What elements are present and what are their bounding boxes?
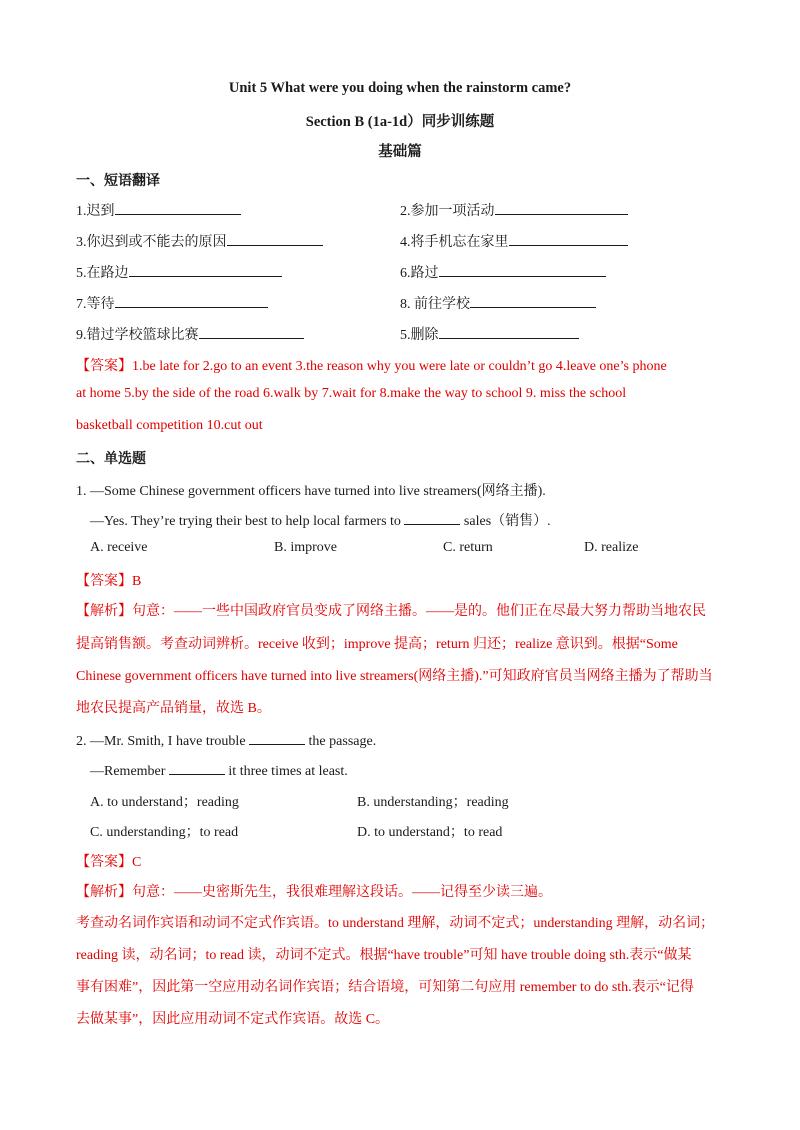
analysis-line: 考查动名词作宾语和动词不定式作宾语。to understand 理解，动词不定式；understanding 理解，动名词； (76, 916, 715, 931)
analysis-line: 提高销售额。考查动词辨析。receive 收到；improve 提高；return 归还；realize 意识到。根据“Some (76, 637, 678, 652)
answer-blank (470, 294, 596, 308)
analysis-line: reading 读，动名词；to read 读，动词不定式。根据“have trouble”可知 have trouble doing sth.表示“做某 (76, 948, 692, 963)
analysis-line: 【解析】句意：——一些中国政府官员变成了网络主播。——是的。他们正在尽最大努力帮助当地农民 (76, 604, 706, 619)
analysis-line: 去做某事”，因此应用动词不定式作宾语。故选 C。 (76, 1012, 390, 1027)
question-2-line: —Remember it three times at least. (90, 761, 348, 780)
answer-blank (509, 232, 628, 246)
answer-blank (115, 294, 268, 308)
phrase-item: 9.错过学校篮球比赛 (76, 324, 304, 344)
phrase-item: 8. 前往学校 (400, 293, 596, 313)
question-1-line: 1. —Some Chinese government officers have turned into live streamers(网络主播). (76, 484, 546, 499)
answer-line: at home 5.by the side of the road 6.walk by 7.wait for 8.make the way to school 9. miss the school (76, 386, 627, 401)
answer-label: 【答案】C (76, 855, 142, 870)
answer-blank (227, 232, 323, 246)
answer-blank (199, 325, 304, 339)
page-subtitle: Section B (1a-1d）同步训练题 (305, 114, 495, 130)
phrase-item: 3.你迟到或不能去的原因 (76, 231, 323, 251)
section-heading-choice: 二、单选题 (76, 451, 146, 467)
answer-blank (404, 511, 460, 525)
question-1-line: —Yes. They’re trying their best to help local farmers to sales（销售）. (90, 510, 551, 530)
answer-label: 【答案】B (76, 574, 142, 589)
option-d: D. to understand；to read (357, 825, 503, 840)
option-b: B. understanding；reading (357, 795, 509, 810)
analysis-line: 事有困难”，因此第一空应用动名词作宾语；结合语境，可知第二句应用 remember to do sth.表示“记得 (76, 980, 694, 995)
answer-blank (129, 263, 282, 277)
answer-blank (115, 201, 241, 215)
answer-blank (169, 761, 225, 775)
answer-blank (439, 325, 579, 339)
analysis-line: 地农民提高产品销量，故选 B。 (76, 701, 271, 716)
answer-line: basketball competition 10.cut out (76, 418, 263, 433)
phrase-item: 6.路过 (400, 262, 606, 282)
level-label: 基础篇 (378, 144, 422, 160)
phrase-item: 4.将手机忘在家里 (400, 231, 628, 251)
phrase-item: 5.在路边 (76, 262, 282, 282)
option-c: C. understanding；to read (90, 825, 239, 840)
option-a: A. receive (90, 540, 148, 555)
answer-blank (495, 201, 628, 215)
answer-blank (249, 731, 305, 745)
question-2-line: 2. —Mr. Smith, I have trouble the passage. (76, 731, 376, 750)
analysis-line: Chinese government officers have turned into live streamers(网络主播).”可知政府官员当网络主播为了帮助当 (76, 669, 713, 684)
option-b: B. improve (274, 540, 337, 555)
phrase-item: 1.迟到 (76, 200, 241, 220)
page-title: Unit 5 What were you doing when the rainstorm came? (228, 80, 572, 96)
answer-blank (439, 263, 606, 277)
phrase-item: 7.等待 (76, 293, 268, 313)
analysis-line: 【解析】句意：——史密斯先生，我很难理解这段话。——记得至少读三遍。 (76, 885, 552, 900)
answer-line: 【答案】1.be late for 2.go to an event 3.the reason why you were late or couldn’t go 4.leave one’s phone (76, 359, 667, 374)
option-c: C. return (443, 540, 493, 555)
phrase-item: 5.删除 (400, 324, 579, 344)
section-heading-translation: 一、短语翻译 (76, 173, 160, 189)
option-a: A. to understand；reading (90, 795, 239, 810)
option-d: D. realize (584, 540, 639, 555)
phrase-item: 2.参加一项活动 (400, 200, 628, 220)
